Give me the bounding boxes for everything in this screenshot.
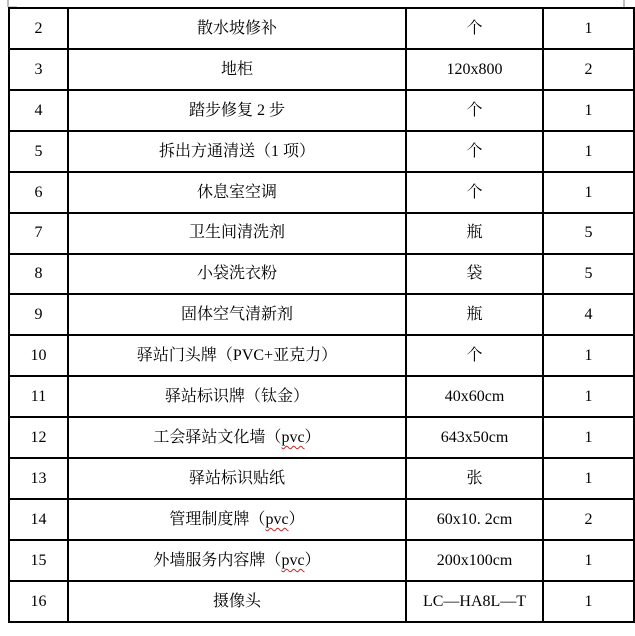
spec-cell: 瓶 — [406, 294, 543, 335]
item-name-cell — [68, 376, 406, 417]
spec-cell: 60x10. 2cm — [406, 499, 543, 540]
item-name-misspelled-word: pvc — [281, 551, 305, 569]
table-row — [9, 294, 634, 335]
item-name-cell — [68, 254, 406, 295]
spec-cell: 个 — [406, 172, 543, 213]
table-row — [9, 49, 634, 90]
item-name-cell — [68, 294, 406, 335]
qty-cell: 1 — [543, 90, 634, 131]
item-name-text-suffix: ） — [304, 429, 321, 447]
item-name-text: 地柜 — [220, 60, 253, 78]
item-name-cell — [68, 213, 406, 254]
row-index-cell: 7 — [9, 213, 68, 254]
qty-cell: 4 — [543, 294, 634, 335]
row-index-cell: 13 — [9, 458, 68, 499]
spec-cell: 瓶 — [406, 213, 543, 254]
row-index-cell: 3 — [9, 49, 68, 90]
item-name-text: 工会驿站文化墙（ — [153, 429, 282, 447]
qty-cell: 5 — [543, 254, 634, 295]
spec-cell: 张 — [406, 458, 543, 499]
row-index-cell: 8 — [9, 254, 68, 295]
item-name-cell — [68, 335, 406, 376]
item-name-text: 驿站标识牌（钛金） — [164, 388, 309, 406]
spec-cell: 个 — [406, 131, 543, 172]
item-name-text: 小袋洗衣粉 — [196, 265, 277, 283]
qty-cell: 1 — [543, 417, 634, 458]
item-name-text: 踏步修复 2 步 — [188, 101, 285, 119]
item-name-text: 散水坡修补 — [196, 19, 277, 37]
qty-cell: 1 — [543, 581, 634, 622]
item-name-cell — [68, 172, 406, 213]
item-name-text: 卫生间清洗剂 — [188, 224, 285, 242]
qty-cell: 5 — [543, 213, 634, 254]
spec-cell: 200x100cm — [406, 540, 543, 581]
item-name-cell — [68, 499, 406, 540]
table-row — [9, 213, 634, 254]
row-index-cell: 10 — [9, 335, 68, 376]
qty-cell: 1 — [543, 131, 634, 172]
spec-cell: 40x60cm — [406, 376, 543, 417]
row-index-cell: 5 — [9, 131, 68, 172]
table-row — [9, 254, 634, 295]
qty-cell: 1 — [543, 8, 634, 49]
item-name-cell — [68, 131, 406, 172]
table-row — [9, 131, 634, 172]
item-name-cell — [68, 49, 406, 90]
row-index-cell: 11 — [9, 376, 68, 417]
row-index-cell: 16 — [9, 581, 68, 622]
spec-cell: 个 — [406, 90, 543, 131]
items-table — [8, 7, 635, 623]
spec-cell: 个 — [406, 8, 543, 49]
table-row — [9, 540, 634, 581]
row-index-cell: 15 — [9, 540, 68, 581]
item-name-text: 驿站门头牌（PVC+亚克力） — [136, 347, 338, 365]
qty-cell: 1 — [543, 335, 634, 376]
item-name-misspelled-word: pvc — [265, 510, 289, 528]
table-row — [9, 335, 634, 376]
table-row — [9, 90, 634, 131]
item-name-text: 拆出方通清送（1 项） — [158, 142, 315, 160]
table-row — [9, 499, 634, 540]
item-name-cell — [68, 458, 406, 499]
items-table-body — [9, 8, 634, 622]
table-row — [9, 581, 634, 622]
row-index-cell: 14 — [9, 499, 68, 540]
spec-cell: 个 — [406, 335, 543, 376]
item-name-text: 管理制度牌（ — [169, 510, 266, 528]
qty-cell: 1 — [543, 458, 634, 499]
qty-cell: 1 — [543, 376, 634, 417]
item-name-text-suffix: ） — [304, 551, 321, 569]
table-row — [9, 417, 634, 458]
item-name-text: 休息室空调 — [196, 183, 277, 201]
row-index-cell: 9 — [9, 294, 68, 335]
item-name-text: 固体空气清新剂 — [180, 306, 293, 324]
item-name-cell — [68, 8, 406, 49]
item-name-misspelled-word: pvc — [281, 429, 305, 447]
item-name-cell — [68, 540, 406, 581]
row-index-cell: 12 — [9, 417, 68, 458]
qty-cell: 1 — [543, 540, 634, 581]
spec-cell: 643x50cm — [406, 417, 543, 458]
qty-cell: 1 — [543, 172, 634, 213]
spec-cell: LC—HA8L—T — [406, 581, 543, 622]
qty-cell: 2 — [543, 49, 634, 90]
item-name-text: 驿站标识贴纸 — [188, 470, 285, 487]
item-name-cell — [68, 581, 406, 622]
table-row — [9, 8, 634, 49]
item-name-text: 外墙服务内容牌（ — [153, 551, 282, 569]
table-row — [9, 172, 634, 213]
spec-cell: 袋 — [406, 254, 543, 295]
cropped-row-border-fragment-left — [7, 0, 17, 7]
item-name-cell — [68, 90, 406, 131]
spec-cell: 120x800 — [406, 49, 543, 90]
item-name-cell — [68, 417, 406, 458]
item-name-text: 摄像头 — [212, 592, 261, 610]
row-index-cell: 6 — [9, 172, 68, 213]
table-row — [9, 458, 634, 499]
item-name-text-suffix: ） — [288, 510, 305, 528]
row-index-cell: 4 — [9, 90, 68, 131]
row-index-cell: 2 — [9, 8, 68, 49]
table-row — [9, 376, 634, 417]
qty-cell: 2 — [543, 499, 634, 540]
